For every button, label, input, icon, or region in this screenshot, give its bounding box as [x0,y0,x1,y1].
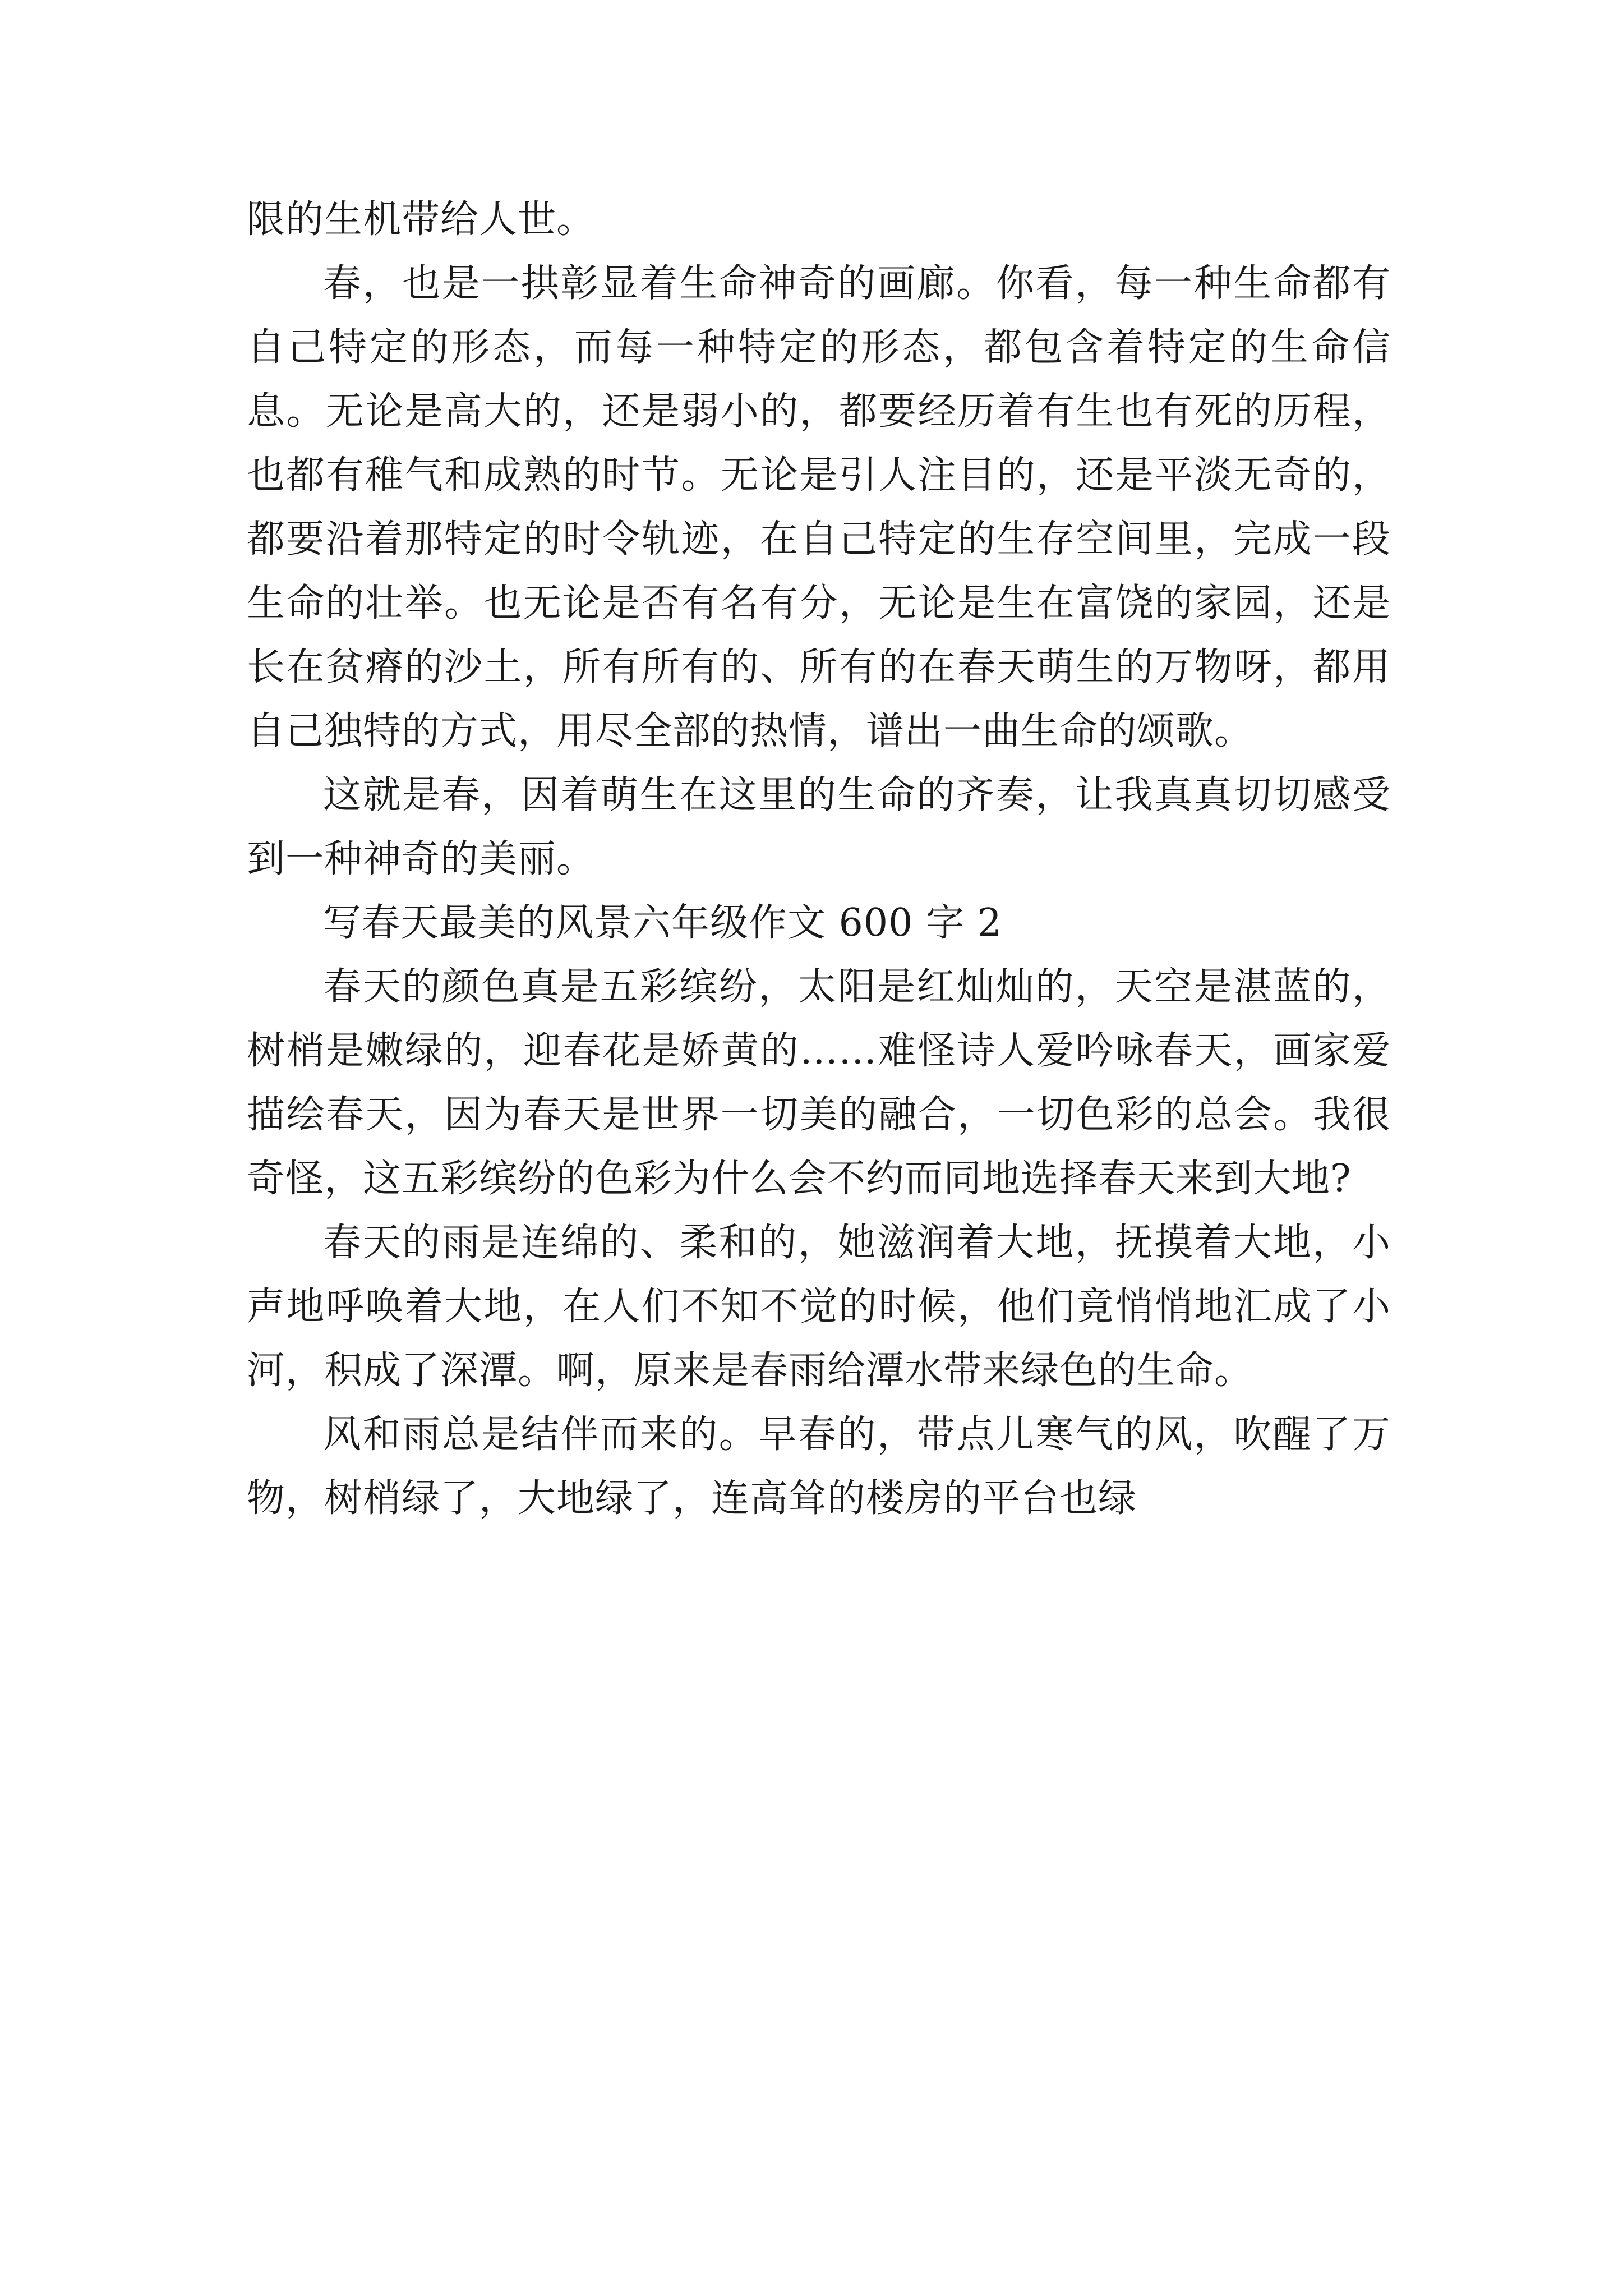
section-heading: 写春天最美的风景六年级作文 600 字 2 [323,901,1002,945]
document-body [247,188,1391,1531]
paragraph-spring-gallery: 春，也是一拱彰显着生命神奇的画廊。你看，每一种生命都有自己特定的形态，而每一种特定的形态，都包含着特定的生命信息。无论是高大的，还是弱小的，都要经历着有生也有死的历程，也都有稚气和成熟的时节。无论是引人注目的，还是平淡无奇的，都要沿着那特定的时令轨迹，在自己特定的生存空间里，完成一段生命的壮举。也无论是否有名有分，无论是生在富饶的家园，还是长在贫瘠的沙土，所有所有的、所有的在春天萌生的万物呀，都用自己独特的方式，用尽全部的热情，谱出一曲生命的颂歌。 [247,261,1391,753]
paragraph-spring-summary: 这就是春，因着萌生在这里的生命的齐奏，让我真真切切感受到一种神奇的美丽。 [247,773,1391,881]
paragraph-spring-colors: 春天的颜色真是五彩缤纷，太阳是红灿灿的，天空是湛蓝的，树梢是嫩绿的，迎春花是娇黄的……难怪诗人爱吟咏春天，画家爱描绘春天，因为春天是世界一切美的融合，一切色彩的总会。我很奇怪，这五彩缤纷的色彩为什么会不约而同地选择春天来到大地? [247,965,1391,1201]
paragraph-spring-wind: 风和雨总是结伴而来的。早春的，带点儿寒气的风，吹醒了万物，树梢绿了，大地绿了，连高耸的楼房的平台也绿 [247,1412,1391,1521]
paragraph-spring-rain: 春天的雨是连绵的、柔和的，她滋润着大地，抚摸着大地，小声地呼唤着大地，在人们不知不觉的时候，他们竟悄悄地汇成了小河，积成了深潭。啊，原来是春雨给潭水带来绿色的生命。 [247,1221,1391,1393]
paragraph-continuation: 限的生机带给人世。 [247,197,596,242]
